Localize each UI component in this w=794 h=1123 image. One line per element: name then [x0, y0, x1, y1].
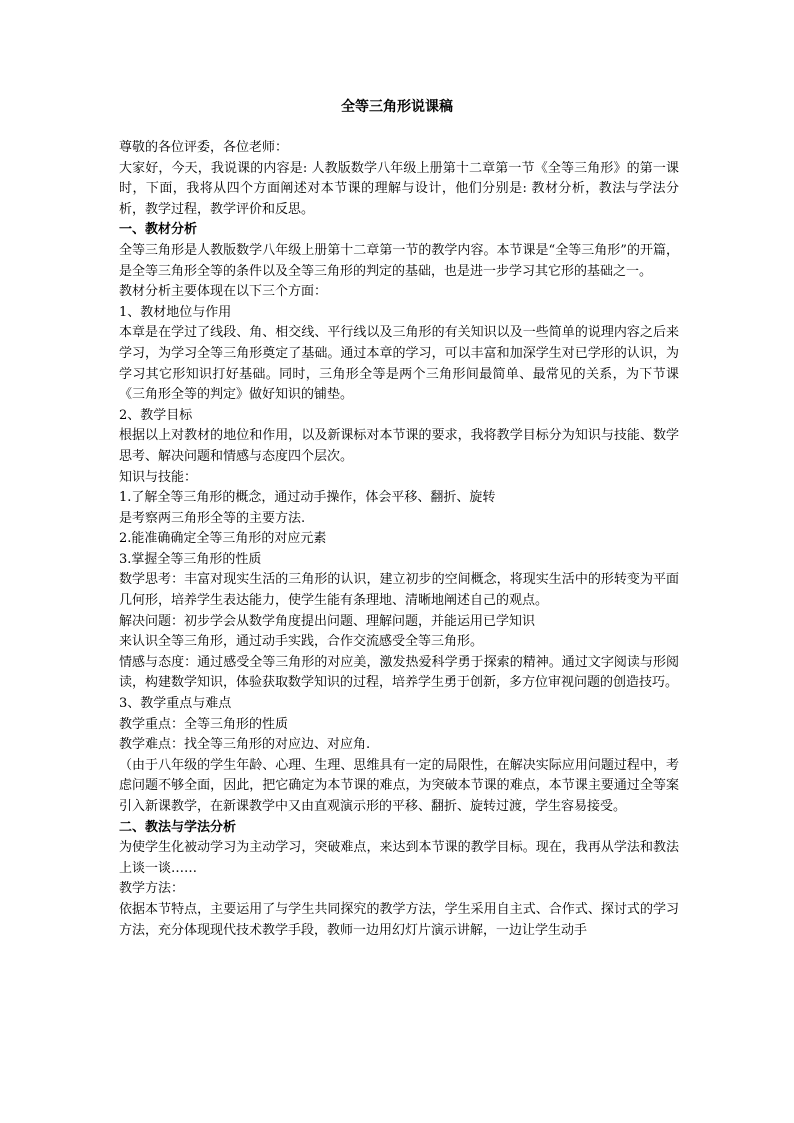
- document-body: [119, 138, 679, 941]
- paragraph: 教学重点：全等三角形的性质: [119, 716, 289, 732]
- section-heading-textbook-analysis: 一、教材分析: [119, 222, 198, 238]
- paragraph: 解决问题：初步学会从数学角度提出问题、理解问题，并能运用已学知识: [119, 613, 536, 629]
- list-item-continuation: 是考察两三角形全等的主要方法.: [119, 510, 306, 526]
- intro-paragraph: 大家好，今天，我说课的内容是: 人教版数学八年级上册第十二章第一节《全等三角形》的第一课时，下面，我将从四个方面阐述对本节课的理解与设计，他们分别是: 教材分析，教法与学法分析，教学过程，教学评价和反思。: [119, 160, 679, 217]
- section-heading-teaching-methods: 二、教法与学法分析: [119, 819, 237, 835]
- list-item: 1.了解全等三角形的概念，通过动手操作，体会平移、翻折、旋转: [119, 490, 496, 506]
- paragraph: （由于八年级的学生年龄、心理、生理、思维具有一定的局限性，在解决实际应用问题过程中，考虑问题不够全面，因此，把它确定为本节课的难点，为突破本节课的难点，本节课主要通过全等案引入新课教学，在新课教学中又由直观演示形的平移、翻折、旋转过渡，学生容易接受。: [119, 757, 679, 814]
- paragraph: 教材分析主要体现在以下三个方面：: [119, 284, 328, 300]
- list-item: 2.能准确确定全等三角形的对应元素: [119, 531, 327, 547]
- list-item: 3.掌握全等三角形的性质: [119, 551, 262, 567]
- paragraph: 依据本节特点，主要运用了与学生共同探究的教学方法，学生采用自主式、合作式、探讨式的学习方法，充分体现现代技术教学手段，教师一边用幻灯片演示讲解，一边让学生动手: [119, 901, 679, 938]
- subheading: 2、教学目标: [119, 407, 193, 423]
- paragraph: 全等三角形是人教版数学八年级上册第十二章第一节的教学内容。本节课是“全等三角形”的开篇，是全等三角形全等的条件以及全等三角形的判定的基础，也是进一步学习其它形的基础之一。: [119, 242, 679, 279]
- paragraph: 为使学生化被动学习为主动学习，突破难点，来达到本节课的教学目标。现在，我再从学法和教法上谈一谈……: [119, 840, 679, 876]
- document-title: 全等三角形说课稿: [341, 99, 453, 115]
- paragraph: 根据以上对教材的地位和作用，以及新课标对本节课的要求，我将教学目标分为知识与技能、数学思考、解决问题和情感与态度四个层次。: [119, 428, 679, 464]
- subheading: 1、教材地位与作用: [119, 304, 232, 320]
- paragraph: 来认识全等三角形，通过动手实践，合作交流感受全等三角形。: [119, 634, 484, 650]
- paragraph: 知识与技能：: [119, 469, 198, 485]
- salutation: 尊敬的各位评委，各位老师：: [119, 140, 289, 155]
- paragraph: 情感与态度：通过感受全等三角形的对应美，激发热爱科学勇于探索的精神。通过文字阅读与形阅读，构建数学知识，体验获取数学知识的过程，培养学生勇于创新，多方位审视问题的创造技巧。: [119, 654, 679, 691]
- subheading: 3、教学重点与难点: [119, 696, 232, 712]
- paragraph: 本章是在学过了线段、角、相交线、平行线以及三角形的有关知识以及一些简单的说理内容之后来学习，为学习全等三角形奠定了基础。通过本章的学习，可以丰富和加深学生对已学形的认识，为学习其它形知识打好基础。同时，三角形全等是两个三角形间最简单、最常见的关系，为下节课《三角形全等的判定》做好知识的铺垫。: [119, 325, 679, 403]
- paragraph: 教学难点：找全等三角形的对应边、对应角.: [119, 737, 371, 753]
- paragraph: 数学思考：丰富对现实生活的三角形的认识，建立初步的空间概念，将现实生活中的形转变为平面几何形，培养学生表达能力，使学生能有条理地、清晰地阐述自己的观点。: [119, 572, 679, 609]
- paragraph: 教学方法：: [119, 881, 185, 897]
